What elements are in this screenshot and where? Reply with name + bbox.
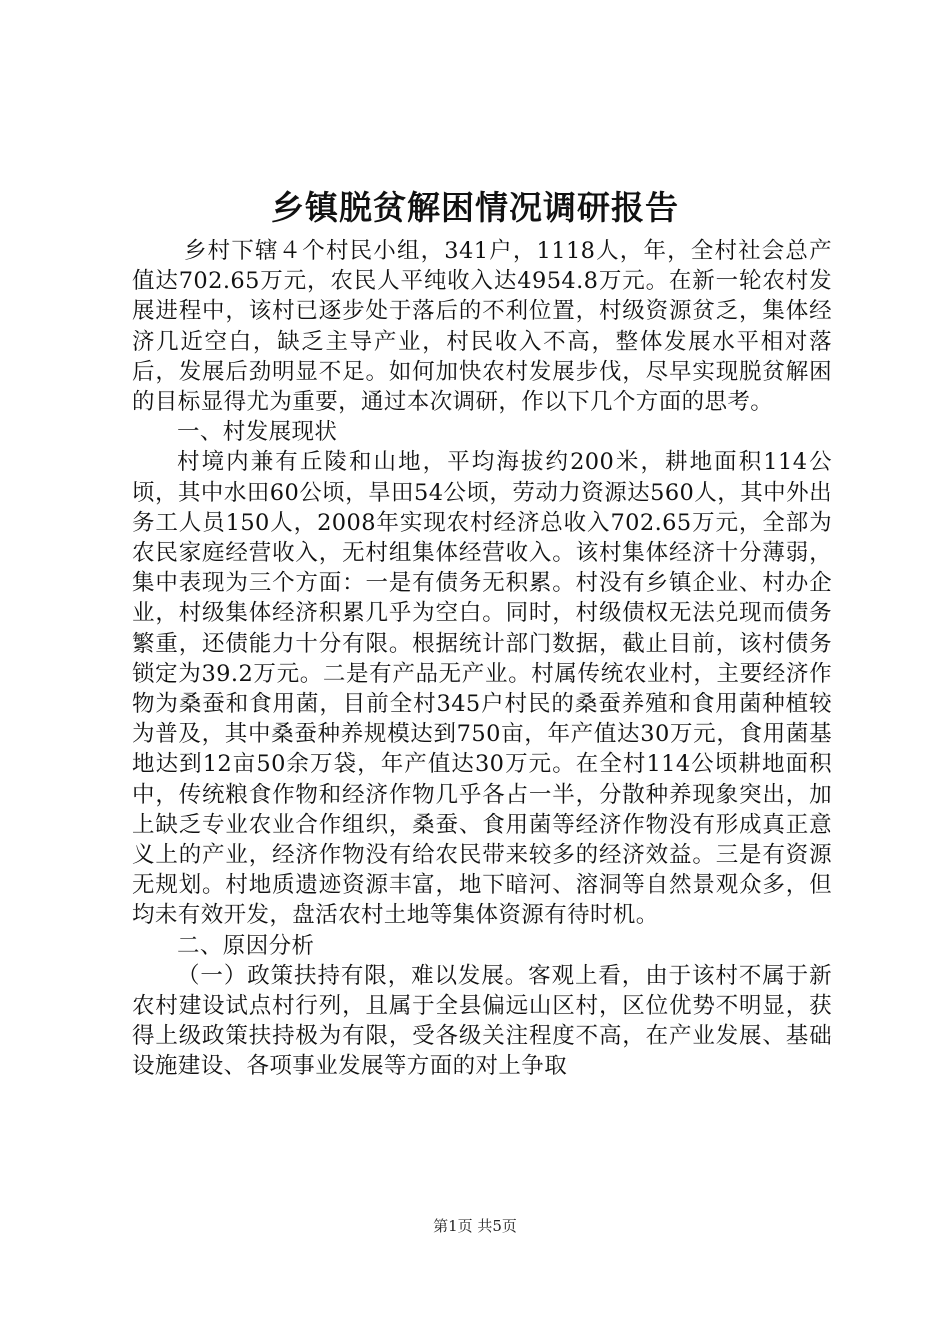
page-number-footer: 第1页 共5页 [433, 1217, 517, 1235]
section-heading-causes: 二、原因分析 [177, 932, 315, 959]
section-status-paragraph: 村境内兼有丘陵和山地，平均海拔约200米，耕地面积114公顷，其中水田60公顷，旱田54公顷，劳动力资源达560人，其中外出务工人员150人，2008年实现农村经济总收入702.65万元，全部为农民家庭经营收入，无村组集体经营收入。该村集体经济十分薄弱，集中表现为三个方面：一是有债务无积累。村没有乡镇企业、村办企业，村级集体经济积累几乎为空白。同时，村级债权无法兑现而债务繁重，还债能力十分有限。根据统计部门数据，截止目前，该村债务锁定为39.2万元。二是有产品无产业。村属传统农业村，主要经济作物为桑蚕和食用菌，目前全村345户村民的桑蚕养殖和食用菌种植较为普及，其中桑蚕种养规模达到750亩，年产值达30万元，食用菌基地达到12亩50余万袋，年产值达30万元。在全村114公顷耕地面积中，传统粮食作物和经济作物几乎各占一半，分散种养现象突出，加上缺乏专业农业合作组织，桑蚕、食用菌等经济作物没有形成真正意义上的产业，经济作物没有给农民带来较多的经济效益。三是有资源无规划。村地质遗迹资源丰富，地下暗河、溶洞等自然景观众多，但均未有效开发，盘活农村土地等集体资源有待时机。 [132, 449, 832, 929]
section-heading-status: 一、村发展现状 [177, 419, 338, 446]
document-title: 乡镇脱贫解困情况调研报告 [271, 188, 679, 227]
document-body [132, 236, 832, 1082]
intro-paragraph: 乡村下辖４个村民小组，341户，1118人，年，全村社会总产值达702.65万元，农民人平纯收入达4954.8万元。在新一轮农村发展进程中，该村已逐步处于落后的不利位置，村级资源贫乏，集体经济几近空白，缺乏主导产业，村民收入不高，整体发展水平相对落后，发展后劲明显不足。如何加快农村发展步伐，尽早实现脱贫解困的目标显得尤为重要，通过本次调研，作以下几个方面的思考。 [132, 238, 832, 416]
section-causes-paragraph: （一）政策扶持有限，难以发展。客观上看，由于该村不属于新农村建设试点村行列，且属于全县偏远山区村，区位优势不明显，获得上级政策扶持极为有限，受各级关注程度不高，在产业发展、基础设施建设、各项事业发展等方面的对上争取 [132, 962, 832, 1080]
